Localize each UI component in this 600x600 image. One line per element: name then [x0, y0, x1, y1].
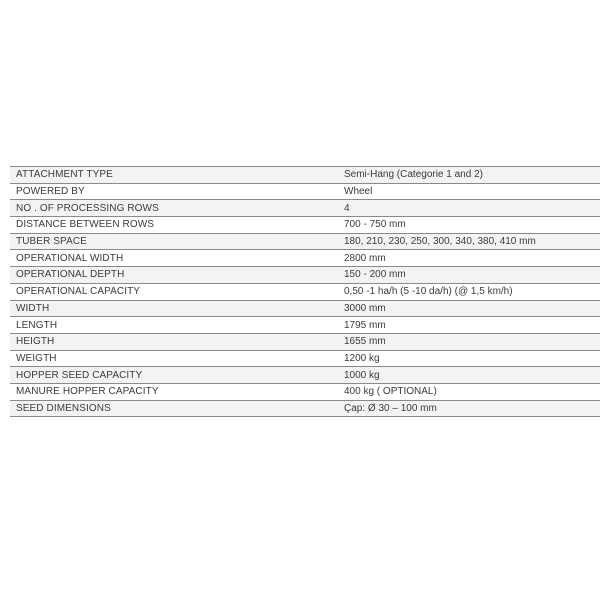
table-row — [10, 217, 600, 234]
spec-value: 3000 mm — [334, 300, 600, 317]
spec-label: HOPPER SEED CAPACITY — [10, 367, 334, 384]
table-row — [10, 267, 600, 284]
spec-value: 2800 mm — [334, 250, 600, 267]
spec-label: TUBER SPACE — [10, 233, 334, 250]
spec-value: 1795 mm — [334, 317, 600, 334]
spec-label: POWERED BY — [10, 183, 334, 200]
table-row — [10, 200, 600, 217]
spec-value: Wheel — [334, 183, 600, 200]
spec-value: 4 — [334, 200, 600, 217]
spec-value: 150 - 200 mm — [334, 267, 600, 284]
table-row — [10, 383, 600, 400]
spec-label: OPERATIONAL CAPACITY — [10, 283, 334, 300]
table-row — [10, 333, 600, 350]
table-row — [10, 400, 600, 417]
spec-value: 700 - 750 mm — [334, 217, 600, 234]
table-row — [10, 317, 600, 334]
table-row — [10, 250, 600, 267]
spec-label: WIDTH — [10, 300, 334, 317]
table-row — [10, 183, 600, 200]
spec-value: 1655 mm — [334, 333, 600, 350]
table-row — [10, 350, 600, 367]
table-row — [10, 283, 600, 300]
table-row — [10, 233, 600, 250]
spec-label: HEIGTH — [10, 333, 334, 350]
spec-label: SEED DIMENSIONS — [10, 400, 334, 417]
spec-table — [10, 166, 600, 417]
spec-value: 1000 kg — [334, 367, 600, 384]
table-row — [10, 300, 600, 317]
spec-label: OPERATIONAL WIDTH — [10, 250, 334, 267]
spec-value: Semi-Hang (Categorie 1 and 2) — [334, 167, 600, 184]
spec-value: 180, 210, 230, 250, 300, 340, 380, 410 mm — [334, 233, 600, 250]
table-row — [10, 367, 600, 384]
spec-value: 0,50 -1 ha/h (5 -10 da/h) (@ 1,5 km/h) — [334, 283, 600, 300]
spec-label: OPERATIONAL DEPTH — [10, 267, 334, 284]
spec-label: MANURE HOPPER CAPACITY — [10, 383, 334, 400]
spec-label: LENGTH — [10, 317, 334, 334]
spec-label: DISTANCE BETWEEN ROWS — [10, 217, 334, 234]
spec-label: ATTACHMENT TYPE — [10, 167, 334, 184]
spec-label: NO . OF PROCESSING ROWS — [10, 200, 334, 217]
spec-value: 1200 kg — [334, 350, 600, 367]
table-row — [10, 167, 600, 184]
spec-value: Çap: Ø 30 – 100 mm — [334, 400, 600, 417]
spec-value: 400 kg ( OPTIONAL) — [334, 383, 600, 400]
spec-label: WEIGTH — [10, 350, 334, 367]
